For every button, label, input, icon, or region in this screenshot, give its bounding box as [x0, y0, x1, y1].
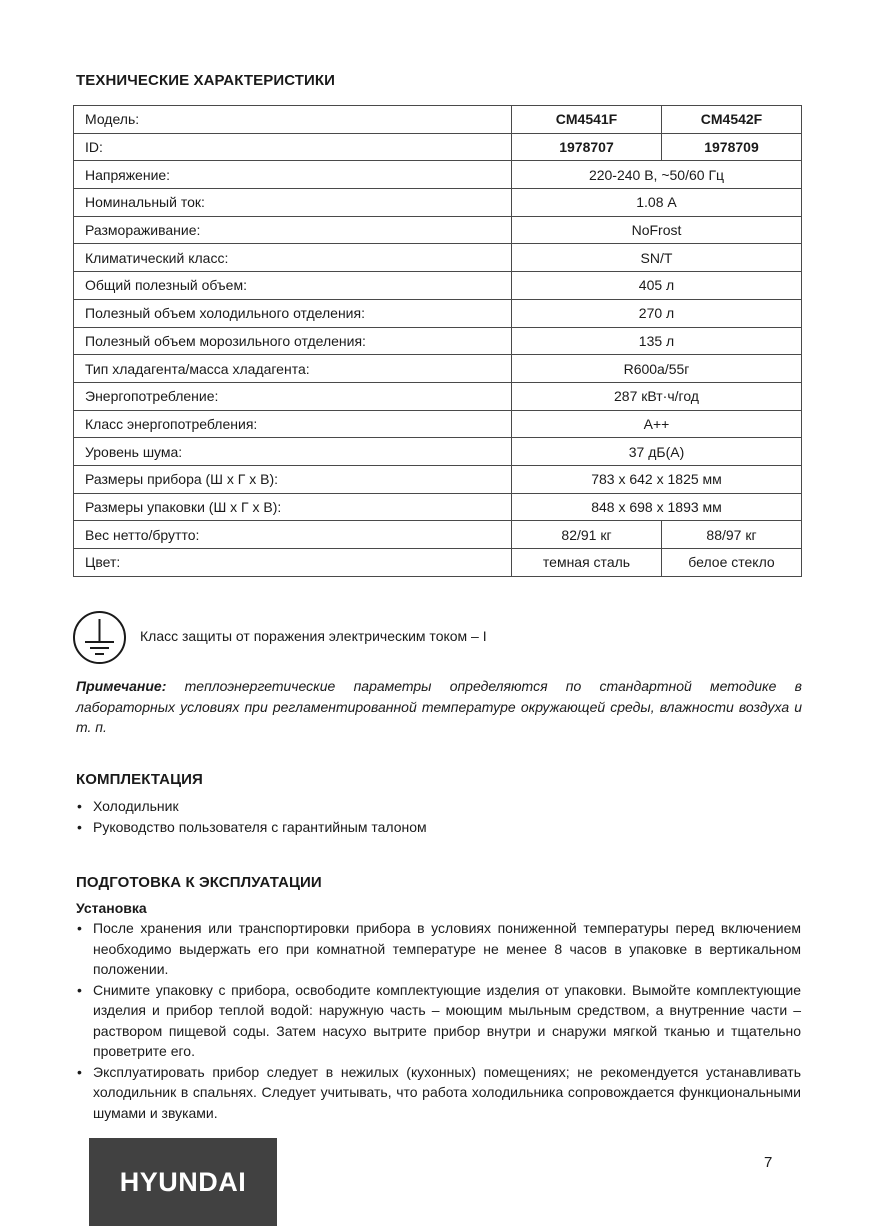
table-row [74, 327, 802, 355]
spec-label: Номинальный ток: [74, 189, 512, 217]
table-row [74, 106, 802, 134]
specs-table [73, 105, 802, 577]
table-row [74, 244, 802, 272]
table-row [74, 355, 802, 383]
table-row [74, 161, 802, 189]
table-row [74, 521, 802, 549]
spec-value: 783 х 642 х 1825 мм [512, 465, 802, 493]
spec-value: 220-240 В, ~50/60 Гц [512, 161, 802, 189]
table-row [74, 272, 802, 300]
spec-value-model-2: 88/97 кг [662, 521, 802, 549]
spec-value: 405 л [512, 272, 802, 300]
list-item: • Эксплуатировать прибор следует в нежилых (кухонных) помещениях; не рекомендуется устанавливать холодильник в спальнях. Следует учитывать, что работа холодильника сопровождается функциональными шумами и звуками. [77, 1062, 801, 1124]
spec-value: 287 кВт·ч/год [512, 382, 802, 410]
spec-value: R600a/55г [512, 355, 802, 383]
page-number: 7 [764, 1154, 773, 1171]
table-row [74, 216, 802, 244]
spec-label: Модель: [74, 106, 512, 134]
spec-label: Энергопотребление: [74, 382, 512, 410]
spec-label: Цвет: [74, 549, 512, 577]
spec-value: 135 л [512, 327, 802, 355]
spec-label: Климатический класс: [74, 244, 512, 272]
spec-label: Класс энергопотребления: [74, 410, 512, 438]
table-row [74, 410, 802, 438]
note-paragraph [76, 676, 802, 738]
table-row [74, 549, 802, 577]
installation-list [77, 918, 801, 1123]
protective-earth-icon [72, 611, 128, 665]
spec-value: 270 л [512, 299, 802, 327]
note-text: теплоэнергетические параметры определяются по стандартной методике в лабораторных условиях при регламентированной температуре окружающей среды, влажности воздуха и т. п. [76, 678, 802, 735]
table-row [74, 438, 802, 466]
table-row [74, 133, 802, 161]
spec-label: Полезный объем морозильного отделения: [74, 327, 512, 355]
spec-label: Размеры прибора (Ш х Г х В): [74, 465, 512, 493]
list-item: • Руководство пользователя с гарантийным талоном [77, 817, 427, 838]
spec-value: A++ [512, 410, 802, 438]
protection-class-text: Класс защиты от поражения электрическим током – I [140, 628, 487, 644]
list-item: • После хранения или транспортировки прибора в условиях пониженной температуры перед включением необходимо выдержать его при комнатной температуре не менее 8 часов в упаковке в вертикальном положении. [77, 918, 801, 980]
spec-value-model-2: 1978709 [662, 133, 802, 161]
spec-value-model-2: белое стекло [662, 549, 802, 577]
table-row [74, 382, 802, 410]
spec-label: Размораживание: [74, 216, 512, 244]
spec-value-model-1: 1978707 [512, 133, 662, 161]
list-item: • Снимите упаковку с прибора, освободите комплектующие изделия от упаковки. Вымойте комплектующие изделия и прибор теплой водой: наружную часть – моющим мыльным средством, а внутренние части – раствором пищевой соды. Затем насухо вытрите прибор внутри и снаружи мягкой тканью и тщательно проветрите его. [77, 980, 801, 1062]
preparation-heading: ПОДГОТОВКА К ЭКСПЛУАТАЦИИ [76, 874, 322, 891]
spec-label: Общий полезный объем: [74, 272, 512, 300]
spec-value: 37 дБ(А) [512, 438, 802, 466]
table-row [74, 493, 802, 521]
kit-heading: КОМПЛЕКТАЦИЯ [76, 771, 203, 788]
kit-list [77, 796, 427, 838]
table-row [74, 299, 802, 327]
spec-label: ID: [74, 133, 512, 161]
spec-value-model-1: 82/91 кг [512, 521, 662, 549]
spec-label: Тип хладагента/масса хладагента: [74, 355, 512, 383]
spec-label: Размеры упаковки (Ш х Г х В): [74, 493, 512, 521]
protection-class-row [72, 611, 772, 663]
spec-value-model-2: CM4542F [662, 106, 802, 134]
spec-value: SN/T [512, 244, 802, 272]
spec-label: Уровень шума: [74, 438, 512, 466]
spec-value: 1.08 А [512, 189, 802, 217]
spec-value-model-1: темная сталь [512, 549, 662, 577]
spec-label: Полезный объем холодильного отделения: [74, 299, 512, 327]
specs-heading: ТЕХНИЧЕСКИЕ ХАРАКТЕРИСТИКИ [76, 72, 336, 89]
note-label: Примечание: [76, 678, 167, 694]
spec-value-model-1: CM4541F [512, 106, 662, 134]
installation-subheading: Установка [76, 900, 147, 916]
list-item: • Холодильник [77, 796, 427, 817]
spec-value: 848 х 698 х 1893 мм [512, 493, 802, 521]
spec-label: Вес нетто/брутто: [74, 521, 512, 549]
table-row [74, 189, 802, 217]
spec-value: NoFrost [512, 216, 802, 244]
brand-logo: HYUNDAI [89, 1138, 277, 1226]
spec-label: Напряжение: [74, 161, 512, 189]
table-row [74, 465, 802, 493]
